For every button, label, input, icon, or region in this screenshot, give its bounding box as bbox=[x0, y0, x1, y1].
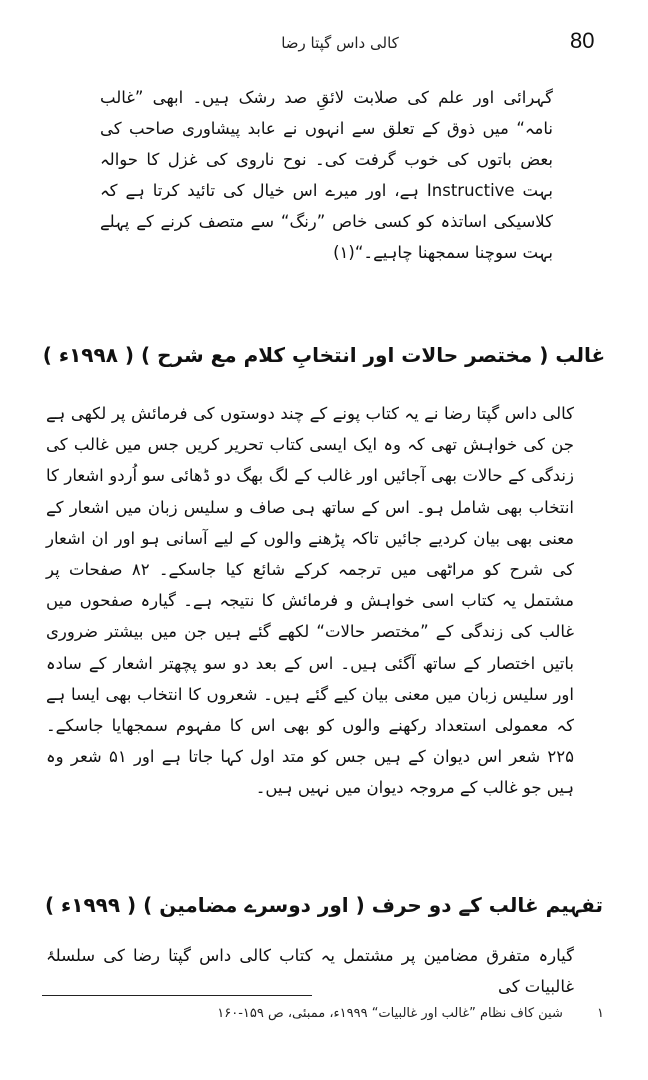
page-number: 80 bbox=[570, 28, 595, 53]
section-2-body bbox=[46, 940, 574, 1002]
section-1-paragraph: کالی داس گپتا رضا نے یہ کتاب پونے کے چند دوستوں کی فرمائش پر لکھی ہے جن کی خواہش تھی کہ وہ ایک ایسی کتاب تحریر کریں جس میں غالب کی زندگی کے حالات بھی آجائیں اور غالب کے لگ بھگ دو ڈھائی سو اُردو اشعار کا انتخاب بھی شامل ہو۔ اس کے ساتھ ہی صاف و سلیس زبان میں اشعار کے معنی بھی بیان کردیے جائیں تاکہ پڑھنے والوں کے لیے آسانی ہو اور ان اشعار کی شرح کو مراٹھی میں ترجمہ کرکے شائع کیا جاسکے۔ ۸۲ صفحات پر مشتمل یہ کتاب اسی خواہش و فرمائش کا نتیجہ ہے۔ گیارہ صفحوں میں غالب کی زندگی کے ”مختصر حالات“ لکھے گئے ہیں جن میں بیشتر ضروری باتیں اختصار کے ساتھ آگئی ہیں۔ اس کے بعد دو سو پچھتر اشعار کے سادہ اور سلیس زبان میں معنی بیان کیے گئے ہیں۔ شعروں کا انتخاب بھی ایسا ہے کہ معمولی استعداد رکھنے والوں کو بھی اس کا مفہوم سمجھایا جاسکے۔ ۲۲۵ شعر اس دیوان کے ہیں جس کو متد اول کہا جاتا ہے اور ۵۱ شعر وہ ہیں جو غالب کے مروجہ دیوان میں نہیں ہیں۔ bbox=[46, 404, 575, 798]
section-1-body bbox=[46, 398, 574, 804]
section-heading-ghalib-mukhtasar: غالب ( مختصر حالات اور انتخابِ کلام مع شرح ) ( ۱۹۹۸ء ) bbox=[42, 343, 606, 367]
section-2-paragraph: گیارہ متفرق مضامین پر مشتمل یہ کتاب کالی داس گپتا رضا کی سلسلۂ غالبیات کی bbox=[46, 946, 574, 996]
page-header bbox=[40, 28, 608, 68]
footnote-number: ۱ bbox=[597, 1005, 604, 1020]
section-heading-tafheem-ghalib: تفہیم غالب کے دو حرف ( اور دوسرے مضامین ) ( ۱۹۹۹ء ) bbox=[44, 893, 604, 917]
footnote-text: شین کاف نظام ”غالب اور غالبیات“ ۱۹۹۹ء، ممبئی، ص ۱۵۹-۱۶۰ bbox=[217, 1006, 563, 1021]
running-title: کالی داس گپتا رضا bbox=[281, 34, 399, 52]
quoted-letter-paragraph bbox=[100, 82, 553, 268]
footnote bbox=[200, 1005, 604, 1021]
quote-text: گہرائی اور علم کی صلابت لائقِ صد رشک ہیں۔ ابھی ”غالب نامہ“ میں ذوق کے تعلق سے انہوں نے عابد پیشاوری صاحب کی بعض باتوں کی خوب گرفت کی۔ نوح ناروی کی غزل کا حوالہ بہت Instructive ہے، اور میرے اس خیال کی تائید کرتا ہے کہ کلاسیکی اساتذہ کو کسی خاص ”رنگ“ سے متصف کرنے کے پہلے بہت سوچنا سمجھنا چاہیے۔“(۱) bbox=[100, 88, 553, 262]
footnote-divider bbox=[42, 995, 312, 996]
